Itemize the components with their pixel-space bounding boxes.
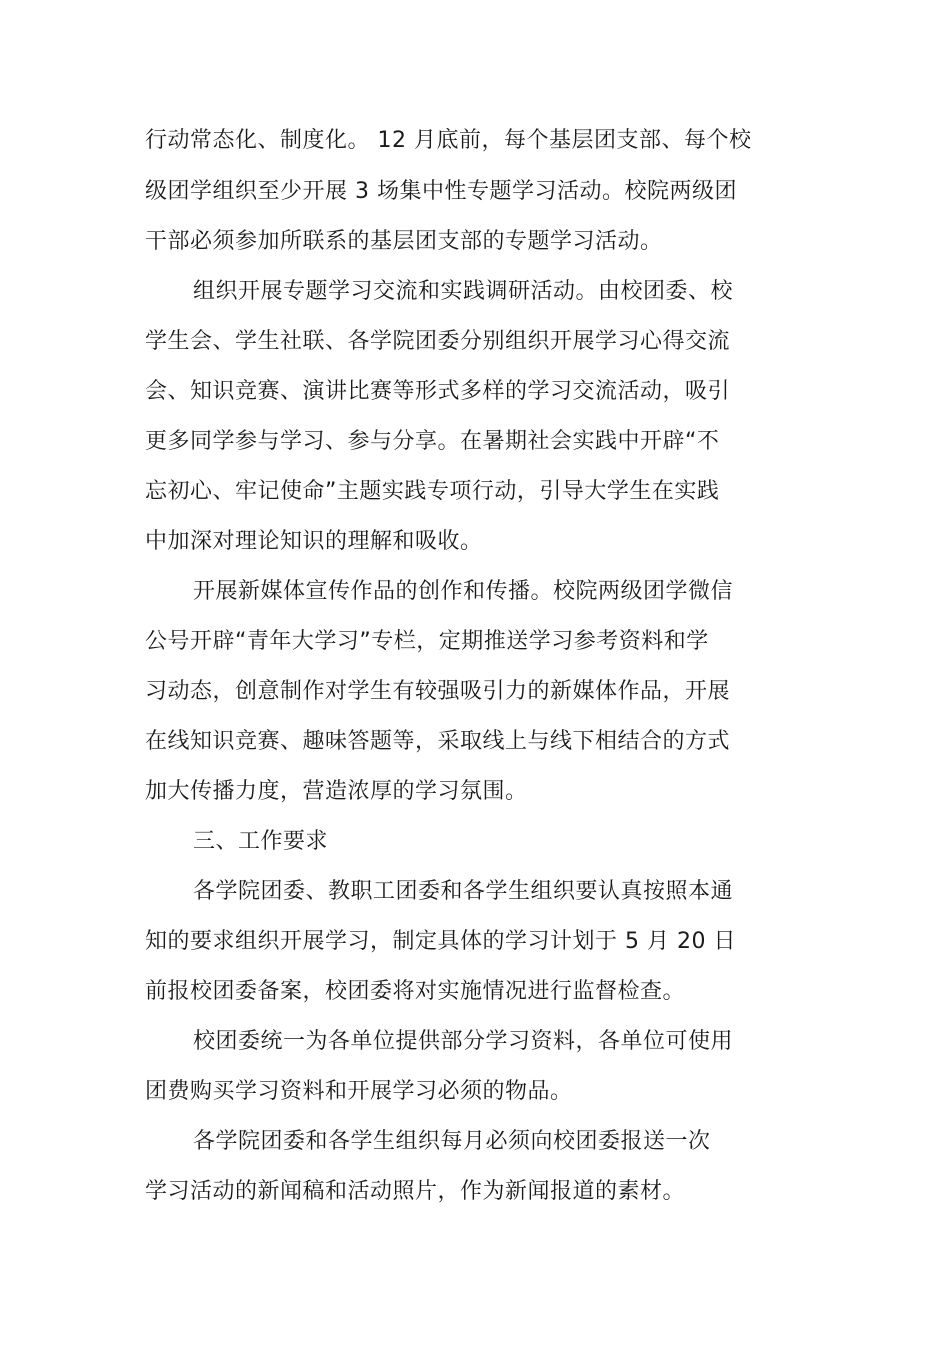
text-line: 公号开辟“青年大学习”专栏，定期推送学习参考资料和学: [145, 629, 709, 654]
paragraph-start-line: 组织开展专题学习交流和实践调研活动。由校团委、校: [193, 279, 734, 304]
text-line: 行动常态化、制度化。 12 月底前，每个基层团支部、每个校: [145, 128, 752, 153]
paragraph-start-line: 各学院团委、教职工团委和各学生组织要认真按照本通: [193, 879, 734, 904]
paragraph-start-line: 各学院团委和各学生组织每月必须向校团委报送一次: [193, 1129, 711, 1154]
text-line: 加大传播力度，营造浓厚的学习氛围。: [145, 779, 528, 804]
paragraph-start-line: 校团委统一为各单位提供部分学习资料，各单位可使用: [193, 1029, 734, 1054]
text-line: 在线知识竞赛、趣味答题等，采取线上与线下相结合的方式: [145, 729, 731, 754]
text-line: 团费购买学习资料和开展学习必须的物品。: [145, 1079, 573, 1104]
section-heading: 三、工作要求: [193, 829, 329, 854]
paragraph-start-line: 开展新媒体宣传作品的创作和传播。校院两级团学微信: [193, 579, 734, 604]
text-line: 学习活动的新闻稿和活动照片，作为新闻报道的素材。: [145, 1179, 686, 1204]
text-line: 习动态，创意制作对学生有较强吸引力的新媒体作品，开展: [145, 679, 731, 704]
text-line: 干部必须参加所联系的基层团支部的专题学习活动。: [145, 229, 663, 254]
text-line: 忘初心、牢记使命”主题实践专项行动，引导大学生在实践: [145, 479, 720, 504]
text-line: 更多同学参与学习、参与分享。在暑期社会实践中开辟“不: [145, 429, 720, 454]
text-line: 中加深对理论知识的理解和吸收。: [145, 529, 483, 554]
text-line: 会、知识竞赛、演讲比赛等形式多样的学习交流活动，吸引: [145, 379, 731, 404]
text-line: 前报校团委备案，校团委将对实施情况进行监督检查。: [145, 979, 686, 1004]
text-line: 知的要求组织开展学习，制定具体的学习计划于 5 月 20 日: [145, 929, 736, 954]
text-line: 级团学组织至少开展 3 场集中性专题学习活动。校院两级团: [145, 179, 737, 204]
text-line: 学生会、学生社联、各学院团委分别组织开展学习心得交流: [145, 329, 731, 354]
